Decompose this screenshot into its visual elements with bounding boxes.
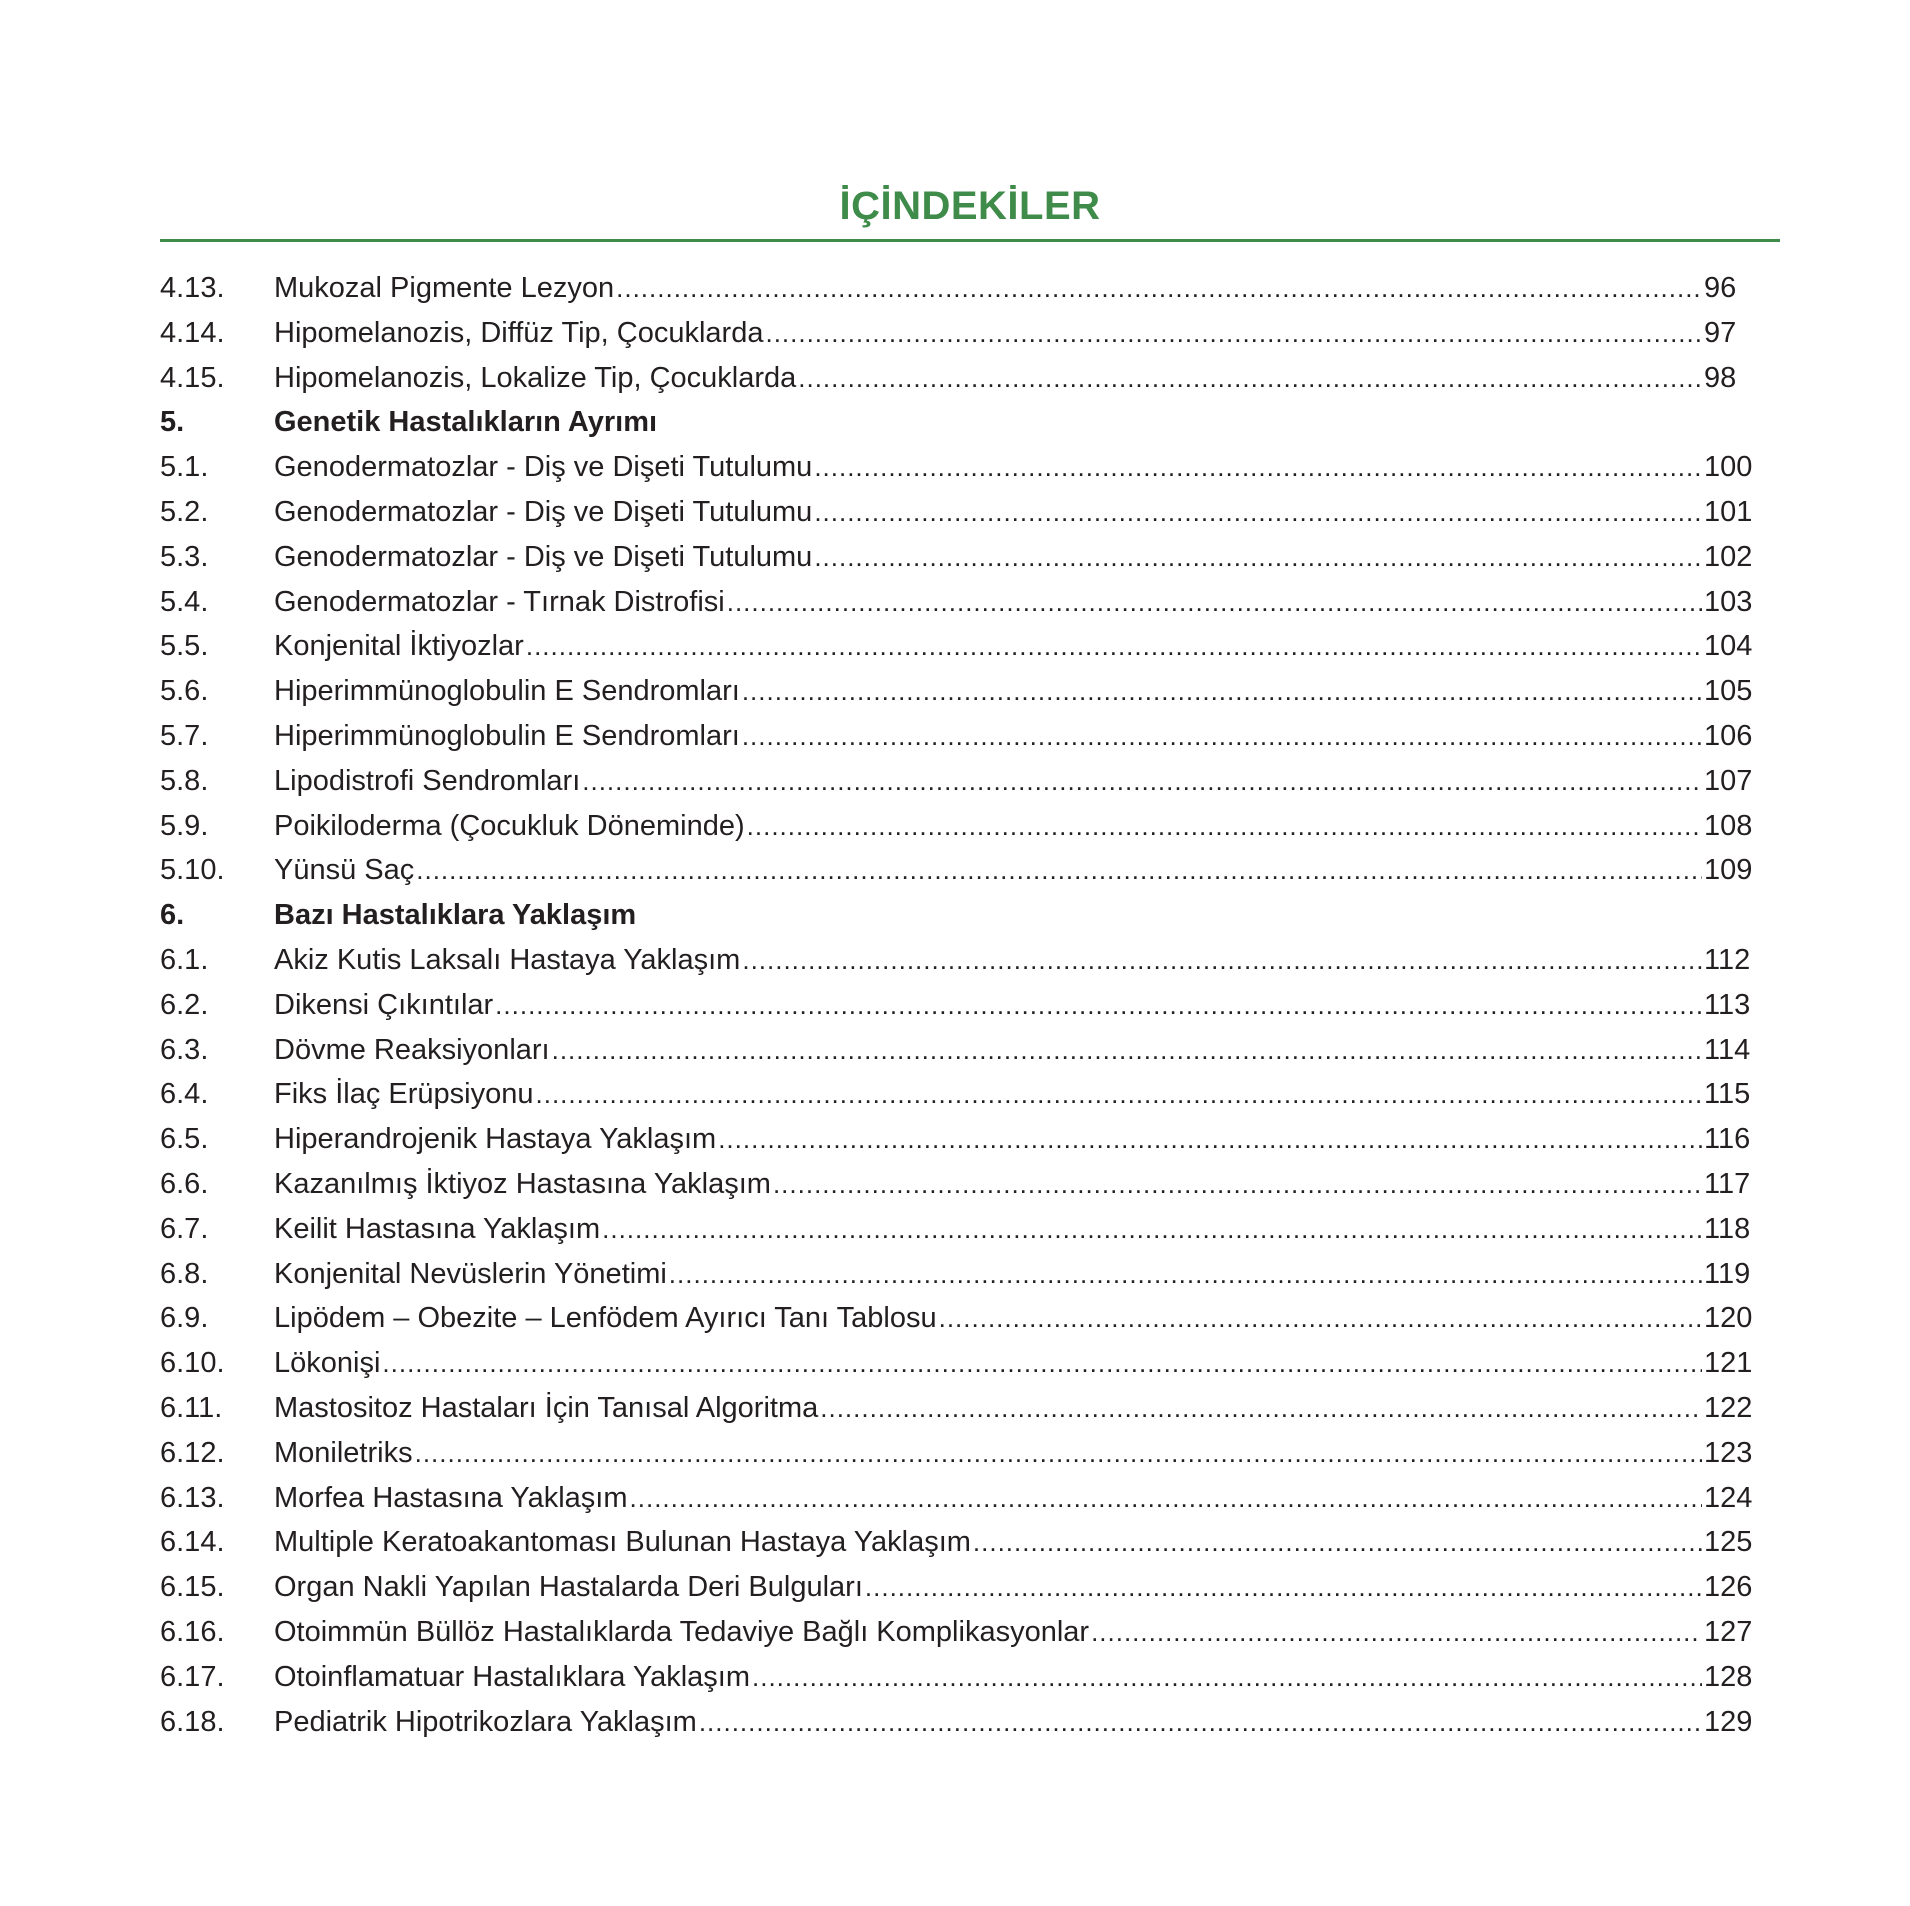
toc-list — [160, 272, 1754, 1750]
toc-entry[interactable] — [160, 586, 1754, 631]
toc-page-number: 98 — [1704, 361, 1737, 394]
toc-entry[interactable] — [160, 1571, 1754, 1616]
toc-page-number: 100 — [1704, 451, 1753, 484]
toc-page-number: 124 — [1704, 1481, 1753, 1514]
title-divider — [160, 239, 1780, 242]
toc-page-number: 123 — [1704, 1436, 1753, 1469]
toc-entry-number: 6.4. — [160, 1078, 209, 1111]
toc-page-number: 109 — [1704, 854, 1753, 887]
toc-entry-title: Akiz Kutis Laksalı Hastaya Yaklaşım — [274, 943, 741, 976]
toc-page-number: 126 — [1704, 1571, 1753, 1604]
toc-page-number: 128 — [1704, 1660, 1753, 1693]
toc-entry-title: Konjenital Nevüslerin Yönetimi — [274, 1257, 667, 1290]
toc-entry-number: 6.5. — [160, 1123, 209, 1156]
toc-entry-number: 5. — [160, 406, 185, 439]
toc-page-number: 114 — [1704, 1033, 1751, 1066]
toc-entry[interactable] — [160, 630, 1754, 675]
toc-entry[interactable] — [160, 1347, 1754, 1392]
toc-entry-number: 5.4. — [160, 585, 209, 618]
toc-entry-title: Hipomelanozis, Lokalize Tip, Çocuklarda — [274, 361, 797, 394]
toc-entry-number: 6.9. — [160, 1302, 209, 1335]
toc-entry-number: 4.15. — [160, 361, 225, 394]
toc-entry-title: Genodermatozlar - Diş ve Dişeti Tutulumu — [274, 495, 813, 528]
toc-dot-leader — [416, 855, 1702, 886]
toc-dot-leader — [1091, 1617, 1702, 1648]
toc-entry[interactable] — [160, 541, 1754, 586]
toc-entry-number: 5.1. — [160, 451, 209, 484]
toc-entry-number: 6.2. — [160, 988, 209, 1021]
toc-dot-leader — [752, 1662, 1702, 1693]
toc-entry-title: Otoimmün Büllöz Hastalıklarda Tedaviye Bağlı Komplikasyonlar — [274, 1615, 1090, 1648]
toc-entry[interactable] — [160, 1482, 1754, 1527]
toc-entry[interactable] — [160, 1213, 1754, 1258]
toc-entry-number: 6.7. — [160, 1212, 209, 1245]
toc-dot-leader — [536, 1079, 1703, 1110]
toc-entry[interactable] — [160, 1437, 1754, 1482]
toc-entry[interactable] — [160, 496, 1754, 541]
toc-entry-number: 5.7. — [160, 719, 209, 752]
toc-dot-leader — [552, 1035, 1702, 1066]
toc-page-number: 104 — [1704, 630, 1753, 663]
toc-entry-title: Dövme Reaksiyonları — [274, 1033, 550, 1066]
toc-entry-number: 4.13. — [160, 272, 225, 304]
toc-entry-number: 6.10. — [160, 1347, 225, 1380]
toc-entry-number: 5.3. — [160, 540, 209, 573]
toc-entry[interactable] — [160, 1392, 1754, 1437]
toc-page-number: 101 — [1704, 495, 1753, 528]
toc-entry-title: Hiperimmünoglobulin E Sendromları — [274, 675, 740, 708]
toc-entry-number: 5.10. — [160, 854, 225, 887]
toc-dot-leader — [616, 273, 1702, 304]
toc-dot-leader — [798, 363, 1702, 394]
toc-entry[interactable] — [160, 1034, 1754, 1079]
toc-page-number: 120 — [1704, 1302, 1753, 1335]
toc-dot-leader — [582, 766, 1702, 797]
toc-section-heading[interactable] — [160, 406, 1754, 451]
toc-dot-leader — [747, 811, 1702, 842]
toc-entry-title: Hipomelanozis, Diffüz Tip, Çocuklarda — [274, 316, 764, 349]
toc-entry-title: Genetik Hastalıkların Ayrımı — [274, 406, 658, 439]
toc-entry-number: 6.12. — [160, 1436, 225, 1469]
toc-entry-number: 6.13. — [160, 1481, 225, 1514]
toc-dot-leader — [495, 990, 1702, 1021]
toc-dot-leader — [669, 1259, 1702, 1290]
toc-dot-leader — [820, 1393, 1702, 1424]
toc-entry-title: Otoinflamatuar Hastalıklara Yaklaşım — [274, 1660, 751, 1693]
toc-page-number: 96 — [1704, 272, 1737, 304]
toc-entry-title: Yünsü Saç — [274, 854, 415, 887]
toc-entry[interactable] — [160, 989, 1754, 1034]
toc-dot-leader — [382, 1348, 1702, 1379]
toc-dot-leader — [415, 1438, 1702, 1469]
toc-page-number: 125 — [1704, 1526, 1753, 1559]
toc-entry-number: 6.14. — [160, 1526, 225, 1559]
toc-page-number: 97 — [1704, 316, 1737, 349]
toc-dot-leader — [742, 721, 1702, 752]
toc-page-number: 115 — [1704, 1078, 1751, 1111]
toc-entry-title: Keilit Hastasına Yaklaşım — [274, 1212, 601, 1245]
toc-page-number: 102 — [1704, 540, 1753, 573]
toc-entry[interactable] — [160, 944, 1754, 989]
toc-dot-leader — [765, 318, 1702, 349]
toc-entry-number: 6.18. — [160, 1705, 225, 1738]
toc-page-number: 107 — [1704, 764, 1753, 797]
toc-entry-number: 6. — [160, 899, 185, 932]
toc-page-number: 119 — [1704, 1257, 1751, 1290]
toc-dot-leader — [630, 1483, 1702, 1514]
toc-page-number: 118 — [1704, 1212, 1751, 1245]
toc-dot-leader — [973, 1527, 1702, 1558]
toc-entry-number: 6.6. — [160, 1167, 209, 1200]
toc-dot-leader — [939, 1303, 1702, 1334]
toc-entry-title: Lipodistrofi Sendromları — [274, 764, 581, 797]
toc-entry-title: Konjenital İktiyozlar — [274, 630, 524, 663]
toc-entry[interactable] — [160, 1258, 1754, 1303]
toc-page-number: 112 — [1704, 943, 1751, 976]
toc-entry-number: 5.2. — [160, 495, 209, 528]
toc-entry-number: 5.6. — [160, 675, 209, 708]
toc-entry-number: 6.8. — [160, 1257, 209, 1290]
toc-page-number: 105 — [1704, 675, 1753, 708]
toc-entry-number: 6.15. — [160, 1571, 225, 1604]
toc-entry-title: Genodermatozlar - Tırnak Distrofisi — [274, 585, 725, 618]
toc-entry-title: Genodermatozlar - Diş ve Dişeti Tutulumu — [274, 540, 813, 573]
toc-page-number: 113 — [1704, 988, 1751, 1021]
toc-entry[interactable] — [160, 1706, 1754, 1751]
toc-entry[interactable] — [160, 1661, 1754, 1706]
toc-entry-title: Lökonişi — [274, 1347, 381, 1380]
toc-dot-leader — [727, 587, 1702, 618]
toc-page-number: 108 — [1704, 809, 1753, 842]
toc-page-number: 121 — [1704, 1347, 1753, 1380]
toc-entry-number: 5.8. — [160, 764, 209, 797]
toc-entry-number: 5.9. — [160, 809, 209, 842]
toc-dot-leader — [526, 631, 1702, 662]
toc-entry-title: Dikensi Çıkıntılar — [274, 988, 494, 1021]
toc-entry-title: Bazı Hastalıklara Yaklaşım — [274, 899, 637, 932]
toc-entry[interactable] — [160, 675, 1754, 720]
toc-entry[interactable] — [160, 1168, 1754, 1213]
toc-page-number: 103 — [1704, 585, 1753, 618]
toc-entry[interactable] — [160, 1123, 1754, 1168]
toc-dot-leader — [742, 676, 1702, 707]
toc-entry-number: 6.3. — [160, 1033, 209, 1066]
toc-entry-number: 5.5. — [160, 630, 209, 663]
page-title: İÇİNDEKİLER — [839, 184, 1101, 228]
toc-entry[interactable] — [160, 765, 1754, 810]
toc-entry[interactable] — [160, 317, 1754, 362]
toc-entry[interactable] — [160, 362, 1754, 407]
toc-entry-title: Kazanılmış İktiyoz Hastasına Yaklaşım — [274, 1167, 771, 1200]
toc-entry-title: Morfea Hastasına Yaklaşım — [274, 1481, 628, 1514]
toc-entry[interactable] — [160, 810, 1754, 855]
toc-entry-number: 6.17. — [160, 1660, 225, 1693]
toc-entry-title: Hiperimmünoglobulin E Sendromları — [274, 719, 740, 752]
toc-entry-title: Organ Nakli Yapılan Hastalarda Deri Bulguları — [274, 1571, 863, 1604]
toc-entry[interactable] — [160, 451, 1754, 496]
toc-page-number: 122 — [1704, 1391, 1753, 1424]
toc-entry-title: Mastositoz Hastaları İçin Tanısal Algoritma — [274, 1391, 819, 1424]
toc-dot-leader — [814, 497, 1702, 528]
toc-entry-title: Mukozal Pigmente Lezyon — [274, 272, 615, 304]
toc-dot-leader — [699, 1707, 1702, 1738]
toc-entry-number: 4.14. — [160, 316, 225, 349]
toc-entry-title: Hiperandrojenik Hastaya Yaklaşım — [274, 1123, 717, 1156]
toc-page-number: 127 — [1704, 1615, 1753, 1648]
toc-entry-title: Genodermatozlar - Diş ve Dişeti Tutulumu — [274, 451, 813, 484]
toc-page-number: 117 — [1704, 1167, 1751, 1200]
toc-entry[interactable] — [160, 854, 1754, 899]
toc-entry[interactable] — [160, 1616, 1754, 1661]
toc-dot-leader — [742, 945, 1702, 976]
toc-entry-title: Fiks İlaç Erüpsiyonu — [274, 1078, 534, 1111]
toc-dot-leader — [814, 452, 1702, 483]
toc-entry-title: Lipödem – Obezite – Lenfödem Ayırıcı Tanı Tablosu — [274, 1302, 937, 1335]
toc-entry-title: Multiple Keratoakantoması Bulunan Hastaya Yaklaşım — [274, 1526, 971, 1559]
toc-entry-number: 6.1. — [160, 943, 209, 976]
toc-entry-title: Moniletriks — [274, 1436, 413, 1469]
toc-page-number: 129 — [1704, 1705, 1753, 1738]
toc-entry[interactable] — [160, 1302, 1754, 1347]
toc-dot-leader — [814, 542, 1702, 573]
toc-entry-title: Poikiloderma (Çocukluk Döneminde) — [274, 809, 745, 842]
toc-page-number: 116 — [1704, 1123, 1751, 1156]
toc-entry-number: 6.11. — [160, 1391, 223, 1424]
toc-dot-leader — [602, 1214, 1702, 1245]
toc-page-number: 106 — [1704, 719, 1753, 752]
toc-dot-leader — [773, 1169, 1702, 1200]
toc-entry[interactable] — [160, 720, 1754, 765]
toc-entry-number: 6.16. — [160, 1615, 225, 1648]
toc-entry-title: Pediatrik Hipotrikozlara Yaklaşım — [274, 1705, 697, 1738]
toc-entry[interactable] — [160, 272, 1754, 317]
toc-dot-leader — [865, 1572, 1702, 1603]
toc-entry[interactable] — [160, 1526, 1754, 1571]
toc-section-heading[interactable] — [160, 899, 1754, 944]
toc-entry[interactable] — [160, 1078, 1754, 1123]
toc-dot-leader — [718, 1124, 1702, 1155]
